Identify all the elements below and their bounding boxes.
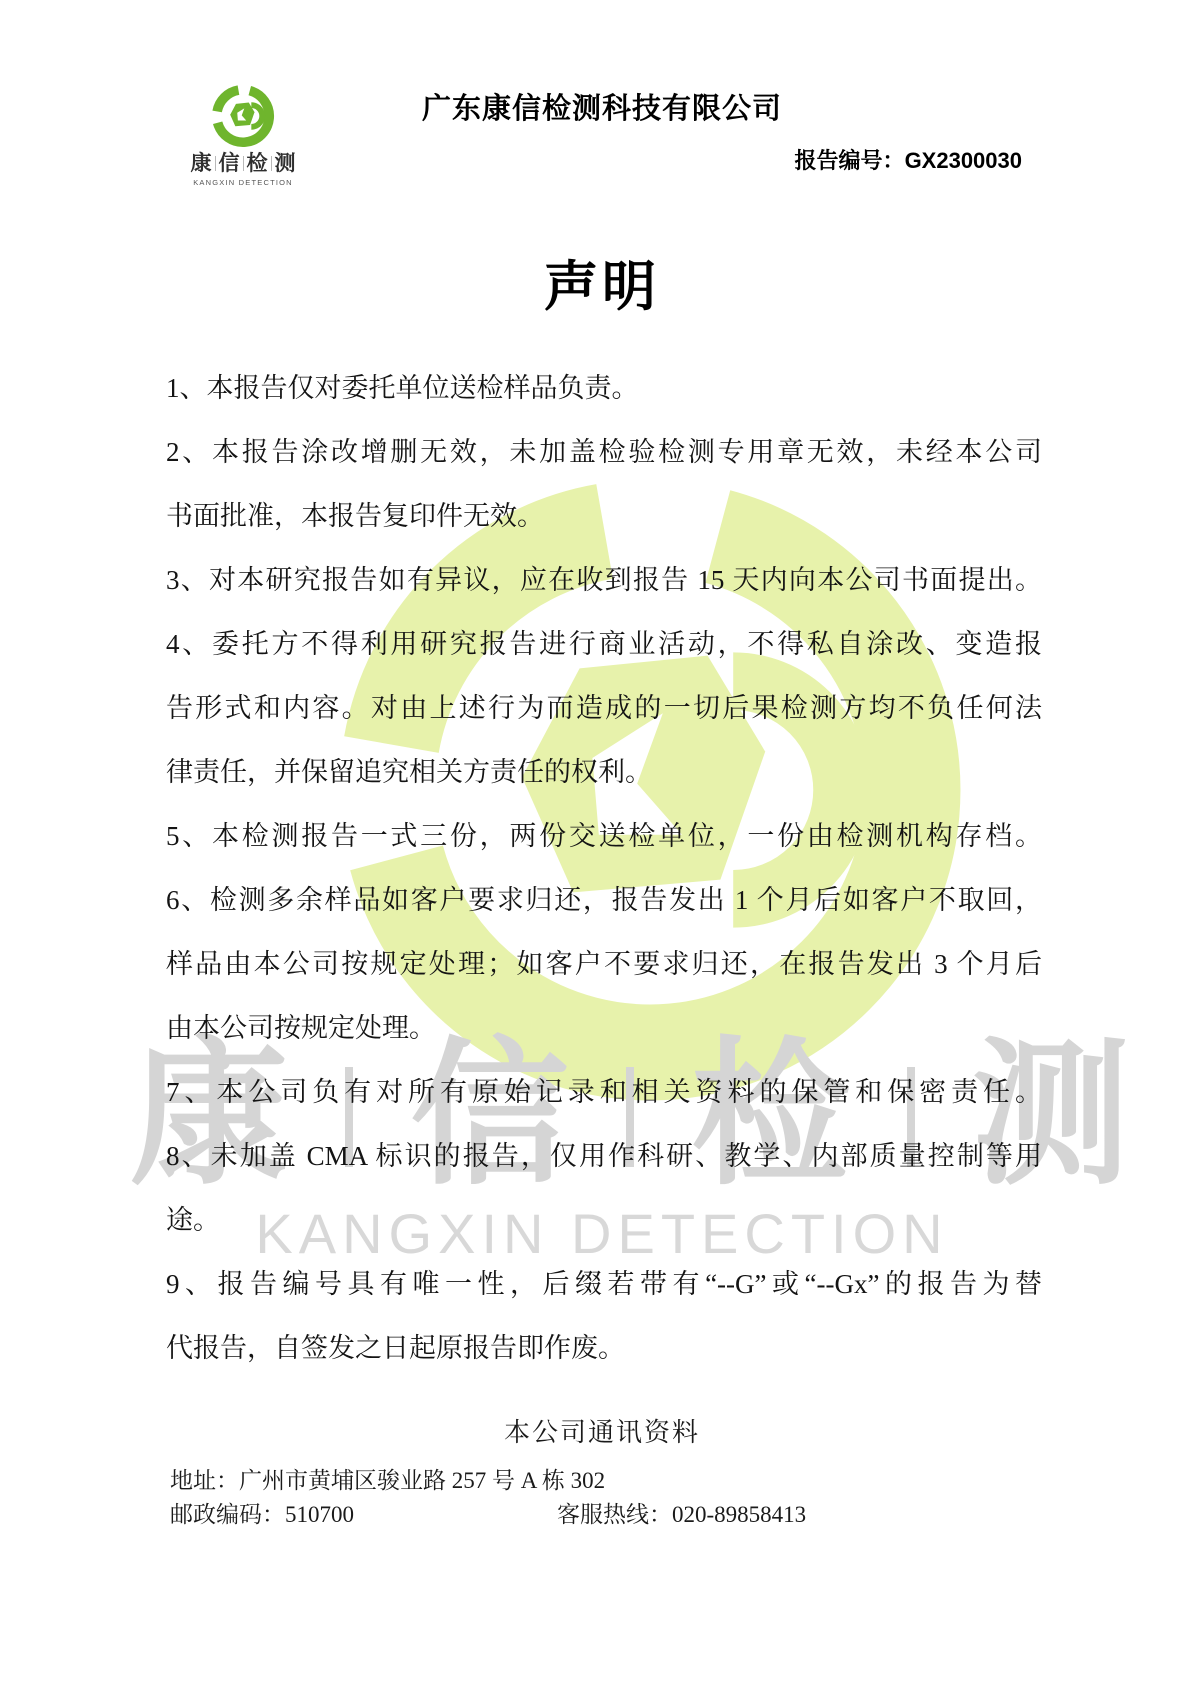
- report-number: [795, 144, 1022, 175]
- report-number-label: 报告编号：: [794, 148, 905, 173]
- report-number-value: GX2300030: [904, 148, 1022, 173]
- statement-line: 样品由本公司按规定处理；如客户不要求归还，在报告发出 3 个月后: [166, 949, 1042, 979]
- company-name: 广东康信检测科技有限公司: [421, 93, 782, 125]
- brand-char: 康: [190, 151, 212, 175]
- statement-line: 2、本报告涂改增删无效，未加盖检验检测专用章无效，未经本公司: [166, 437, 1042, 467]
- statement-line: 代报告，自签发之日起原报告即作废。: [166, 1333, 625, 1363]
- statement-line: 5、本检测报告一式三份，两份交送检单位，一份由检测机构存档。: [166, 821, 1042, 851]
- footer-address: 地址：广州市黄埔区骏业路 257 号 A 栋 302: [170, 1468, 606, 1493]
- char-separator: [271, 156, 272, 171]
- statement-line: 1、本报告仅对委托单位送检样品负责。: [166, 373, 639, 403]
- brand-char: 康: [130, 1029, 288, 1204]
- statement-line: 书面批准，本报告复印件无效。: [166, 501, 544, 531]
- brand-char: 信: [410, 1029, 569, 1204]
- page-title: 声明: [544, 257, 660, 317]
- brand-char: 测: [274, 151, 296, 175]
- footer-hotline: 客服热线：020-89858413: [557, 1502, 807, 1527]
- brand-char: 测: [971, 1029, 1130, 1204]
- brand-char: 信: [218, 151, 240, 175]
- statements: [166, 356, 1042, 1380]
- statement-line: 9、报告编号具有唯一性，后缀若带有“--G”或“--Gx”的报告为替: [166, 1269, 1042, 1299]
- statement-line: 由本公司按规定处理。: [166, 1013, 436, 1043]
- statement-line: 4、委托方不得利用研究报告进行商业活动，不得私自涂改、变造报: [166, 629, 1042, 659]
- logo-cn-text: [181, 152, 305, 175]
- statement-line: 6、检测多余样品如客户要求归还，报告发出 1 个月后如客户不取回，: [166, 885, 1042, 915]
- watermark-en-text: KANGXIN DETECTION: [255, 1202, 949, 1265]
- statement-line: 途。: [166, 1205, 220, 1235]
- statement-line: 3、对本研究报告如有异议，应在收到报告 15 天内向本公司书面提出。: [166, 565, 1042, 595]
- statement-line: 告形式和内容。对由上述行为而造成的一切后果检测方均不负任何法: [166, 693, 1042, 723]
- statement-line: 7、本公司负有对所有原始记录和相关资料的保管和保密责任。: [166, 1077, 1042, 1107]
- brand-char: 检: [691, 1029, 850, 1204]
- brand-char: 检: [246, 151, 268, 175]
- statement-line: 8、未加盖 CMA 标识的报告，仅用作科研、教学、内部质量控制等用: [166, 1141, 1042, 1171]
- statement-line: 律责任，并保留追究相关方责任的权利。: [166, 757, 652, 787]
- footer-postal-code: 邮政编码：510700: [170, 1502, 354, 1527]
- char-separator: [243, 156, 244, 171]
- logo-en-text: KANGXIN DETECTION: [193, 178, 293, 188]
- footer-section-title: 本公司通讯资料: [503, 1418, 700, 1447]
- char-separator: [215, 156, 216, 171]
